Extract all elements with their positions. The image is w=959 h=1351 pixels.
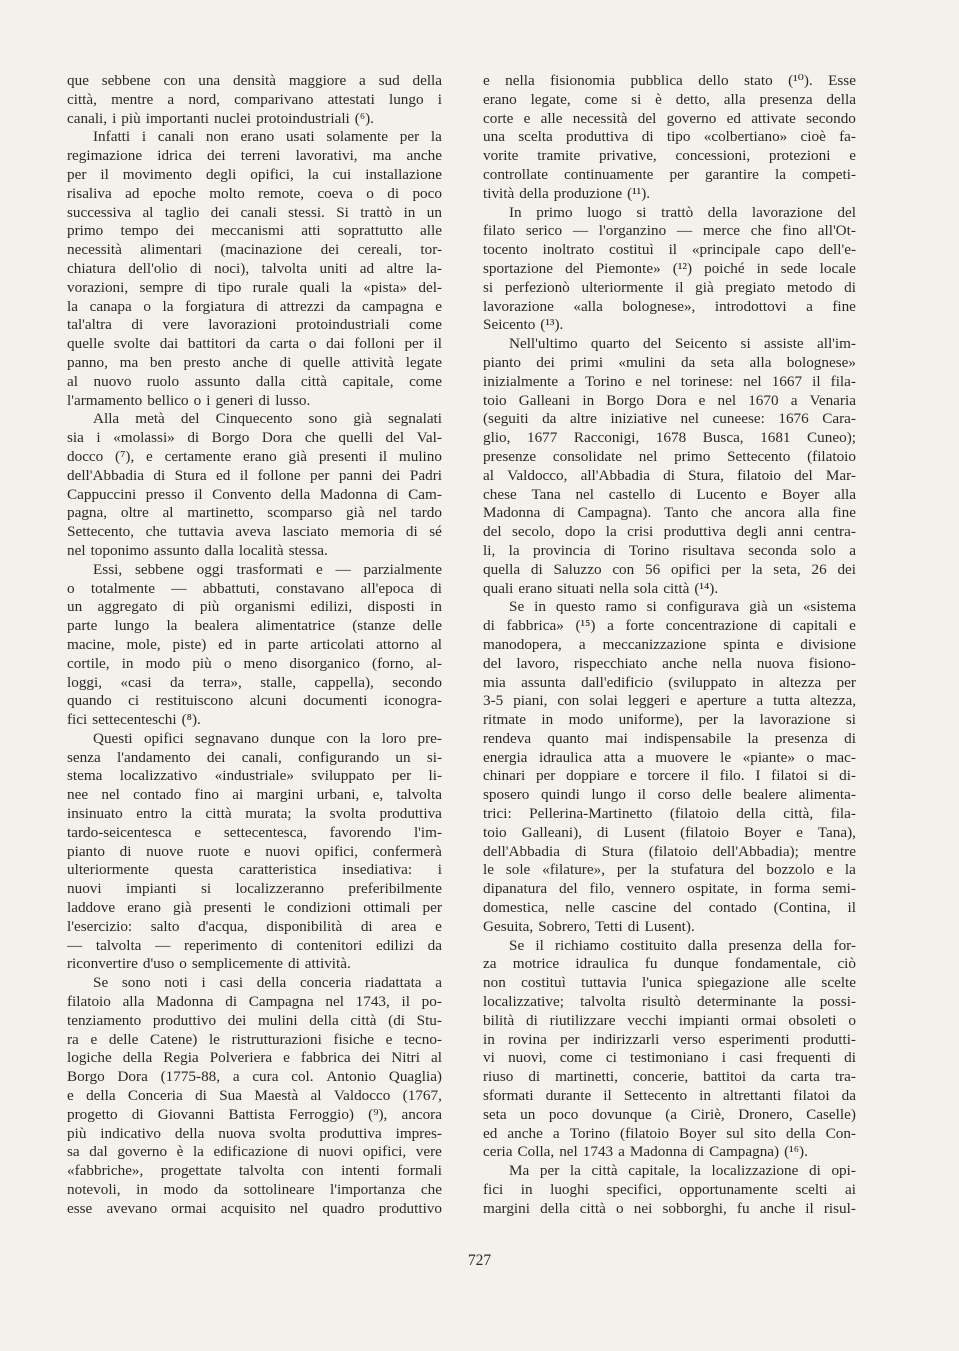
text-line: esse avevano ormai acquisito nel quadro produttivo	[67, 1199, 442, 1217]
text-line: «fabbriche», progettate talvolta con intenti formali	[67, 1162, 442, 1180]
text-line: toio Galleani), di Lusent (filatoio Boyer e Tana),	[483, 823, 856, 841]
text-line: al Valdocco, all'Abbadia di Stura, filatoio del Mar-	[483, 466, 856, 484]
text-line: tività della produzione (¹¹).	[483, 184, 651, 202]
text-line: risaliva ad epoche molto remote, coeva o di poco	[67, 184, 442, 202]
text-line: cortile, in modo più o meno disorganico (forno, al-	[67, 654, 442, 672]
text-line: sposero quindi lungo il corso delle bealere alimenta-	[483, 786, 856, 804]
text-line: primo tempo dei meccanismi atti soprattutto alle	[67, 222, 442, 240]
text-line: trici: Pellerina-Martinetto (filatoio della città, fila-	[483, 805, 856, 823]
text-line: In primo luogo si trattò della lavorazione del	[509, 203, 856, 221]
text-line: chiatura dell'olio di noci), talvolta uniti ad altre la-	[67, 259, 442, 277]
text-line: quando ci restituiscono alcuni documenti iconogra-	[67, 692, 442, 710]
text-line: chinari per doppiare e torcere il filo. I filatoi si di-	[483, 767, 856, 785]
text-line: riuso di martinetti, concerie, battitoi da carta tra-	[483, 1068, 856, 1086]
text-line: macine, mole, piste) ed in parte articolati attorno al	[67, 635, 442, 653]
text-line: vi nuovi, come ci testimoniano i casi frequenti di	[483, 1049, 856, 1067]
text-line: controllate continuamente per garantire la competi-	[483, 165, 856, 183]
text-line: 3-5 piani, con solai leggeri e aperture a tutta altezza,	[483, 692, 856, 710]
text-line: tardo-seicentesca e settecentesca, favorendo l'im-	[67, 823, 442, 841]
text-line: più indicativo della nuova svolta produttiva impres-	[67, 1124, 442, 1142]
text-line: necessità alimentari (macinazione dei cereali, tor-	[67, 241, 442, 259]
text-line: l'esercizio: salto d'acqua, disponibilità di area e	[67, 917, 442, 935]
text-line: panno, ma ben presto anche di quelle attività legate	[67, 353, 442, 371]
text-line: una scelta produttiva di tipo «colbertiano» cioè fa-	[483, 128, 856, 146]
text-line: in rovina per indirizzarli verso esperimenti produtti-	[483, 1030, 856, 1048]
text-line: Infatti i canali non erano usati solamente per la	[93, 128, 442, 146]
text-line: mia assunta dall'edificio (sviluppato in altezza per	[483, 673, 856, 691]
text-line: Se in questo ramo si configurava già un «sistema	[509, 598, 856, 616]
text-line: quelle svolte dai battitori da carta o dai folloni per il	[67, 335, 442, 353]
text-line: docco (⁷), e certamente erano già presenti il mulino	[67, 447, 442, 465]
page-number: 727	[467, 1252, 492, 1269]
text-line: nee nel contado fino ai margini urbani, e, talvolta	[67, 786, 442, 804]
text-line: Alla metà del Cinquecento sono già segnalati	[93, 410, 442, 428]
text-line: margini della città o nei sobborghi, fu anche il risul-	[483, 1199, 856, 1217]
text-line: que sebbene con una densità maggiore a sud della	[67, 72, 442, 89]
text-line: za motrice idraulica fu dunque fondamentale, ciò	[483, 955, 856, 973]
text-line: pianto dei primi «mulini da seta alla bolognese»	[483, 353, 856, 371]
text-line: pianto di nuove ruote e nuovi opifici, confermerà	[67, 842, 442, 860]
text-line: glio, 1677 Racconigi, 1678 Busca, 1681 Cuneo);	[483, 429, 856, 447]
text-line: del lavoro, rispecchiato anche nella nuova fisiono-	[483, 654, 856, 672]
text-line: filato serico — l'organzino — merce che fino all'Ot-	[483, 222, 856, 240]
text-line: rendeva quanto mai indispensabile la presenza di	[483, 729, 856, 747]
right-column	[483, 72, 856, 1219]
text-line: (seguiti da altre iniziative nel cuneese: 1676 Cara-	[483, 410, 856, 428]
text-line: vorite tramite privative, concessioni, protezioni e	[483, 147, 856, 165]
text-line: Cappuccini presso il Convento della Madonna di Cam-	[67, 485, 442, 503]
text-line: Settecento, che tuttavia aveva lasciato memoria di sé	[67, 523, 442, 541]
text-line: ra e delle Catene) le ristrutturazioni fisiche e tecno-	[67, 1030, 442, 1048]
text-line: localizzative; talvolta risultò determinante la possi-	[483, 993, 856, 1011]
text-line: erano legate, come si è detto, alla presenza della	[483, 90, 856, 108]
text-line: tocento inoltrato costituì il «principale capo dell'e-	[483, 241, 856, 259]
text-line: logiche della Regia Polveriera e fabbrica dei Nitri al	[67, 1049, 442, 1067]
text-line: non costituì tuttavia l'unica spiegazione alle scelte	[483, 974, 856, 992]
text-line: quali erano situati nella sola città (¹⁴).	[483, 579, 719, 597]
text-line: Madonna di Campagna). Tanto che ancora alla fine	[483, 504, 856, 522]
text-line: Borgo Dora (1775-88, a cura col. Antonio Quaglia)	[67, 1068, 442, 1086]
text-line: sportazione del Piemonte» (¹²) poiché in sede locale	[483, 259, 856, 277]
text-line: manodopera, a meccanizzazione spinta e divisione	[483, 635, 856, 653]
text-line: ritmate in modo uniforme), per la lavorazione si	[483, 711, 856, 729]
text-line: per il movimento degli opifici, la cui installazione	[67, 165, 442, 183]
text-line: Nell'ultimo quarto del Seicento si assiste all'im-	[509, 335, 856, 353]
text-line: sia i «molassi» di Borgo Dora che quelli del Val-	[67, 429, 442, 447]
text-line: fici settecenteschi (⁸).	[67, 711, 201, 729]
text-line: regimazione idrica dei terreni lavorativi, ma anche	[67, 147, 442, 165]
text-line: di fabbrica» (¹⁵) a forte concentrazione di capitali e	[483, 617, 856, 635]
text-line: pagna, oltre al martinetto, scomparso già nel tardo	[67, 504, 442, 522]
text-line: progetto di Giovanni Battista Ferroggio) (⁹), ancora	[67, 1105, 442, 1123]
text-line: si perfezionò ulteriormente il già pregiato metodo di	[483, 278, 856, 296]
text-line: tal'altra di vere lavorazioni protoindustriali come	[67, 316, 442, 334]
text-line: stema localizzativo «industriale» sviluppato per li-	[67, 767, 442, 785]
text-line: vorazioni, sempre di tipo rurale quali la «pista» del-	[67, 278, 442, 296]
text-line: li, la provincia di Torino risultava seconda solo a	[483, 541, 856, 559]
text-line: filatoio alla Madonna di Campagna nel 1743, il po-	[67, 993, 442, 1011]
text-line: domestica, nelle cascine del contado (Contina, il	[483, 899, 856, 917]
text-line: un aggregato di più organismi edilizi, disposti in	[67, 598, 442, 616]
text-line: al nuovo ruolo assunto dalla città capitale, come	[67, 372, 442, 390]
text-line: Se il richiamo costituito dalla presenza della for-	[509, 936, 856, 954]
text-line: le sole «filature», per la stufatura del bozzolo e la	[483, 861, 856, 879]
text-line: seta un poco dovunque (a Ciriè, Dronero, Caselle)	[483, 1105, 856, 1123]
text-line: loggi, «casi da terra», stalle, cappella), secondo	[67, 673, 442, 691]
text-line: Seicento (¹³).	[483, 316, 564, 334]
text-line: inizialmente a Torino e nel torinese: nel 1667 il fila-	[483, 372, 856, 390]
text-line: ed anche a Torino (filatoio Boyer sul sito della Con-	[483, 1124, 856, 1142]
text-line: senza l'andamento dei canali, configurando un si-	[67, 748, 442, 766]
text-line: dell'Abbadia di Stura ed il follone per panni dei Padri	[67, 466, 442, 484]
text-line: sformati durante il Settecento in altrettanti filatoi da	[483, 1087, 856, 1105]
text-line: fici in luoghi specifici, opportunamente scelti ai	[483, 1181, 856, 1199]
text-line: successiva al taglio dei canali stessi. Si trattò in un	[67, 203, 442, 221]
text-line: città, mentre a nord, comparivano attestati lungo i	[67, 90, 442, 108]
text-line: Questi opifici segnavano dunque con la loro pre-	[93, 729, 442, 747]
text-line: ulteriormente questa caratteristica insediativa: i	[67, 861, 442, 879]
text-line: Gesuita, Sobrero, Tetti di Lusent).	[483, 917, 695, 935]
text-line: — talvolta — reperimento di contenitori edilizi da	[67, 936, 442, 954]
text-line: quella di Saluzzo con 56 opifici per la seta, 26 dei	[483, 560, 856, 578]
text-line: canali, i più importanti nuclei protoindustriali (⁶).	[67, 109, 374, 127]
text-line: chese Tana nel castello di Lucento e Boyer alla	[483, 485, 856, 503]
text-line: riconvertire d'uso o semplicemente di attività.	[67, 955, 351, 973]
text-line: toio Galleani in Borgo Dora e nel 1670 a Venaria	[483, 391, 856, 409]
text-line: laddove erano già presenti le condizioni ottimali per	[67, 899, 442, 917]
text-line: lavorazione «alla bolognese», introdottovi a fine	[483, 297, 856, 315]
left-column	[67, 72, 442, 1219]
text-line: Essi, sebbene oggi trasformati e — parzialmente	[93, 560, 442, 578]
text-line: Ma per la città capitale, la localizzazione di opi-	[509, 1162, 856, 1180]
text-line: energia idraulica atta a muovere le «piante» o mac-	[483, 748, 856, 766]
text-line: dipanatura del filo, vennero ospitate, in forma semi-	[483, 880, 856, 898]
text-line: l'armamento bellico o i generi di lusso.	[67, 391, 311, 409]
text-line: parte lungo la bealera alimentatrice (stanze delle	[67, 617, 442, 635]
text-line: notevoli, in modo da sottolineare l'importanza che	[67, 1181, 442, 1199]
text-line: e della Conceria di Sua Maestà al Valdocco (1767,	[67, 1087, 442, 1105]
text-line: insinuato entro la città murata; la svolta produttiva	[67, 805, 442, 823]
text-line: sa dal governo è la edificazione di nuovi opifici, vere	[67, 1143, 442, 1161]
text-line: nel toponimo assunto dalla località stessa.	[67, 541, 328, 559]
text-line: la canapa o la forgiatura di attrezzi da campagna e	[67, 297, 442, 315]
text-line: presenze consolidate nel primo Settecento (filatoio	[483, 447, 856, 465]
text-line: nuovi impianti si localizzeranno preferibilmente	[67, 880, 442, 898]
text-line: tenziamento produttivo dei mulini della città (di Stu-	[67, 1011, 442, 1029]
text-line: dell'Abbadia di Stura (filatoio dell'Abbadia); mentre	[483, 842, 856, 860]
text-line: bilità di riutilizzare vecchi impianti ormai obsoleti o	[483, 1011, 856, 1029]
text-line: o totalmente — abbattuti, constavano all'epoca di	[67, 579, 442, 597]
text-line: e nella fisionomia pubblica dello stato (¹⁰). Esse	[483, 72, 856, 89]
text-line: del secolo, dopo la crisi produttiva degli anni centra-	[483, 523, 856, 541]
text-line: Se sono noti i casi della conceria riadattata a	[93, 974, 442, 992]
text-line: ceria Colla, nel 1743 a Madonna di Campagna) (¹⁶).	[483, 1143, 808, 1161]
text-line: corte e alle necessità del governo ed attivate secondo	[483, 109, 856, 127]
